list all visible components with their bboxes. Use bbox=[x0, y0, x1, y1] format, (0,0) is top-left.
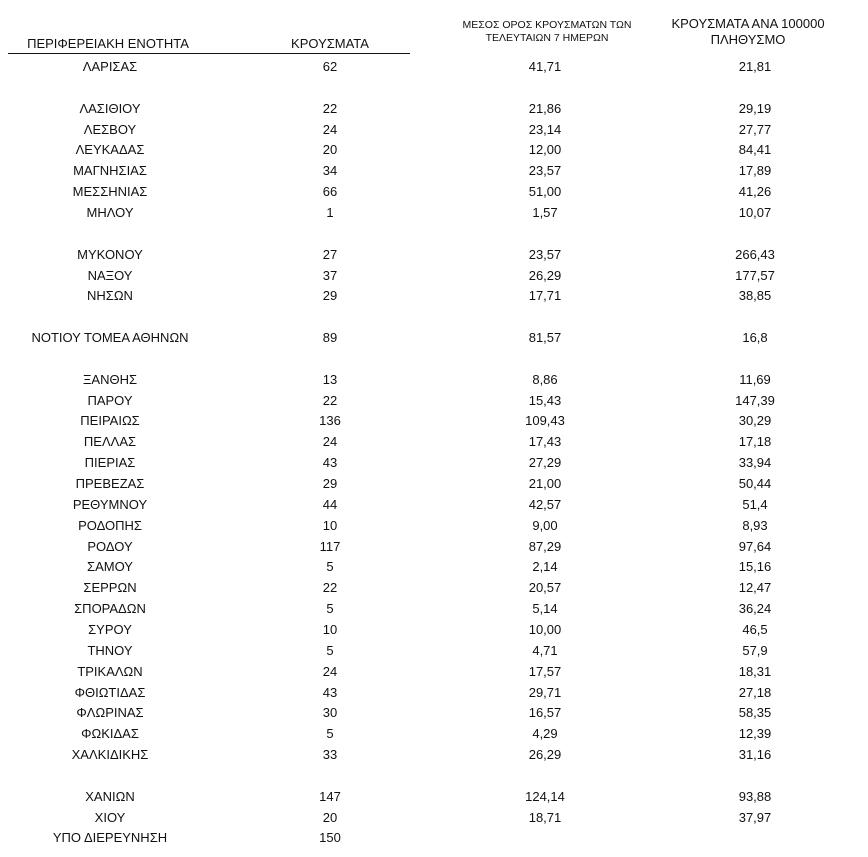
cases-cell: 5 bbox=[326, 726, 334, 742]
table-row bbox=[0, 662, 868, 682]
region-cell: ΝΑΞΟΥ bbox=[87, 267, 133, 283]
table-row bbox=[0, 307, 868, 327]
table-row bbox=[0, 599, 868, 619]
region-cell: ΛΕΣΒΟΥ bbox=[83, 121, 137, 137]
avg-7-days-cell: 29,71 bbox=[528, 684, 562, 700]
region-cell: ΜΕΣΣΗΝΙΑΣ bbox=[72, 184, 148, 200]
per-100k-cell: 8,93 bbox=[742, 517, 768, 533]
region-cell: ΧΑΝΙΩΝ bbox=[85, 788, 135, 804]
cases-cell: 62 bbox=[322, 59, 338, 74]
table-row bbox=[0, 99, 868, 119]
table-row bbox=[0, 411, 868, 431]
cases-cell: 22 bbox=[322, 392, 338, 408]
per-100k-cell: 266,43 bbox=[735, 246, 775, 262]
region-cell: ΡΕΘΥΜΝΟΥ bbox=[72, 496, 148, 512]
per-100k-cell: 27,18 bbox=[738, 684, 772, 700]
region-cell: ΧΑΛΚΙΔΙΚΗΣ bbox=[71, 747, 149, 763]
avg-7-days-cell: 4,71 bbox=[532, 642, 558, 658]
region-cell: ΣΑΜΟΥ bbox=[87, 559, 133, 575]
cases-cell: 20 bbox=[322, 809, 338, 825]
per-100k-cell: 11,69 bbox=[739, 371, 771, 387]
table-row bbox=[0, 745, 868, 765]
table-row bbox=[0, 182, 868, 202]
avg-7-days-cell: 23,57 bbox=[528, 246, 562, 262]
table-row bbox=[0, 224, 868, 244]
avg-7-days-cell: 17,57 bbox=[528, 663, 562, 679]
avg-7-days-cell: 124,14 bbox=[525, 788, 565, 804]
avg-7-days-cell: 41,71 bbox=[528, 59, 562, 74]
per-100k-cell: 12,47 bbox=[738, 580, 772, 596]
per-100k-cell: 147,39 bbox=[735, 392, 775, 408]
cases-cell: 89 bbox=[322, 330, 338, 346]
table-row bbox=[0, 453, 868, 473]
region-cell: ΠΕΛΛΑΣ bbox=[83, 434, 137, 450]
region-cell: ΠΙΕΡΙΑΣ bbox=[84, 455, 136, 471]
per-100k-cell: 16,8 bbox=[742, 330, 768, 346]
avg-7-days-cell: 42,57 bbox=[528, 496, 562, 512]
per-100k-cell: 37,97 bbox=[738, 809, 772, 825]
avg-7-days-cell: 10,00 bbox=[528, 621, 562, 637]
avg-7-days-cell: 26,29 bbox=[528, 267, 562, 283]
avg-7-days-cell: 8,86 bbox=[532, 371, 558, 387]
table-row bbox=[0, 641, 868, 661]
per-100k-cell: 15,16 bbox=[738, 559, 772, 575]
region-cell: ΡΟΔΟΠΗΣ bbox=[78, 517, 142, 533]
avg-7-days-cell: 21,86 bbox=[528, 100, 562, 116]
table-row bbox=[0, 537, 868, 557]
region-cell: ΡΟΔΟΥ bbox=[87, 538, 133, 554]
table-row bbox=[0, 78, 868, 98]
header-avg-7-days: ΜΕΣΟΣ ΟΡΟΣ ΚΡΟΥΣΜΑΤΩΝ ΤΩΝ ΤΕΛΕΥΤΑΙΩΝ 7 ΗΜΕΡΩΝ bbox=[462, 19, 632, 45]
per-100k-cell: 36,24 bbox=[738, 601, 772, 617]
per-100k-cell: 50,44 bbox=[738, 476, 772, 491]
region-cell: ΜΥΚΟΝΟΥ bbox=[77, 246, 143, 262]
table-row bbox=[0, 140, 868, 160]
avg-7-days-cell: 4,29 bbox=[532, 726, 558, 742]
per-100k-cell: 93,88 bbox=[738, 788, 772, 804]
avg-7-days-cell: 51,00 bbox=[528, 184, 562, 200]
cases-cell: 5 bbox=[326, 642, 334, 658]
avg-7-days-cell: 9,00 bbox=[532, 517, 558, 533]
table-row bbox=[0, 57, 868, 77]
region-cell: ΜΗΛΟΥ bbox=[86, 204, 134, 220]
table-row bbox=[0, 286, 868, 306]
cases-cell: 43 bbox=[322, 684, 338, 700]
table-row bbox=[0, 578, 868, 598]
region-cell: ΝΗΣΩΝ bbox=[87, 288, 133, 304]
avg-7-days-cell: 87,29 bbox=[528, 538, 562, 554]
per-100k-cell: 18,31 bbox=[738, 663, 772, 679]
avg-7-days-cell: 2,14 bbox=[532, 559, 558, 575]
table-row bbox=[0, 266, 868, 286]
per-100k-cell: 57,9 bbox=[742, 642, 768, 658]
header-cases-per-100k: ΚΡΟΥΣΜΑΤΑ ΑΝΑ 100000 ΠΛΗΘΥΣΜΟ bbox=[671, 16, 825, 48]
cases-cell: 29 bbox=[322, 288, 338, 304]
cases-cell: 1 bbox=[326, 204, 334, 220]
table-row bbox=[0, 203, 868, 223]
cases-cell: 30 bbox=[322, 705, 338, 721]
region-cell: ΧΙΟΥ bbox=[94, 809, 126, 825]
avg-7-days-cell: 12,00 bbox=[528, 142, 562, 158]
cases-cell: 24 bbox=[322, 434, 338, 450]
cases-cell: 43 bbox=[322, 455, 338, 471]
region-cell: ΛΑΡΙΣΑΣ bbox=[82, 59, 138, 74]
per-100k-cell: 41,26 bbox=[738, 184, 772, 200]
avg-7-days-cell: 109,43 bbox=[525, 413, 565, 429]
table-row bbox=[0, 516, 868, 536]
avg-7-days-cell: 16,57 bbox=[528, 705, 562, 721]
cases-cell: 10 bbox=[322, 621, 338, 637]
avg-7-days-cell: 23,14 bbox=[528, 121, 562, 137]
per-100k-cell: 97,64 bbox=[738, 538, 772, 554]
header-cases: ΚΡΟΥΣΜΑΤΑ bbox=[291, 36, 369, 51]
table-row bbox=[0, 557, 868, 577]
region-cell: ΝΟΤΙΟΥ ΤΟΜΕΑ ΑΘΗΝΩΝ bbox=[31, 330, 189, 346]
cases-cell: 13 bbox=[322, 371, 338, 387]
region-cell: ΥΠΟ ΔΙΕΡΕΥΝΗΣΗ bbox=[52, 830, 168, 846]
per-100k-cell: 46,5 bbox=[742, 621, 768, 637]
per-100k-cell: 30,29 bbox=[738, 413, 772, 429]
table-row bbox=[0, 432, 868, 452]
table-row bbox=[0, 370, 868, 390]
cases-cell: 20 bbox=[322, 142, 338, 158]
table-row bbox=[0, 349, 868, 369]
region-cell: ΞΑΝΘΗΣ bbox=[82, 371, 138, 387]
table-row bbox=[0, 474, 868, 494]
table-row bbox=[0, 495, 868, 515]
region-cell: ΜΑΓΝΗΣΙΑΣ bbox=[73, 163, 147, 179]
avg-7-days-cell: 5,14 bbox=[532, 601, 558, 617]
cases-cell: 150 bbox=[319, 830, 341, 846]
per-100k-cell: 27,77 bbox=[738, 121, 772, 137]
per-100k-cell: 84,41 bbox=[738, 142, 772, 158]
avg-7-days-cell: 15,43 bbox=[528, 392, 562, 408]
table-row bbox=[0, 808, 868, 828]
cases-cell: 5 bbox=[326, 559, 334, 575]
table-row bbox=[0, 328, 868, 348]
region-cell: ΣΥΡΟΥ bbox=[88, 621, 132, 637]
per-100k-cell: 29,19 bbox=[738, 100, 772, 116]
per-100k-cell: 177,57 bbox=[735, 267, 775, 283]
table-row bbox=[0, 683, 868, 703]
per-100k-cell: 58,35 bbox=[738, 705, 772, 721]
per-100k-cell: 12,39 bbox=[738, 726, 772, 742]
avg-7-days-cell: 23,57 bbox=[528, 163, 562, 179]
cases-cell: 5 bbox=[326, 601, 334, 617]
avg-7-days-cell: 17,71 bbox=[528, 288, 562, 304]
per-100k-cell: 10,07 bbox=[738, 204, 772, 220]
per-100k-cell: 31,16 bbox=[738, 747, 772, 763]
per-100k-cell: 17,89 bbox=[738, 163, 772, 179]
cases-cell: 66 bbox=[322, 184, 338, 200]
cases-cell: 24 bbox=[322, 121, 338, 137]
per-100k-cell: 21,81 bbox=[738, 59, 772, 74]
cases-cell: 24 bbox=[322, 663, 338, 679]
cases-cell: 10 bbox=[322, 517, 338, 533]
cases-cell: 34 bbox=[322, 163, 338, 179]
region-cell: ΣΕΡΡΩΝ bbox=[83, 580, 137, 596]
cases-cell: 22 bbox=[322, 580, 338, 596]
table-row bbox=[0, 120, 868, 140]
avg-7-days-cell: 81,57 bbox=[528, 330, 562, 346]
cases-cell: 33 bbox=[322, 747, 338, 763]
cases-cell: 37 bbox=[322, 267, 338, 283]
avg-7-days-cell: 17,43 bbox=[528, 434, 562, 450]
avg-7-days-cell: 27,29 bbox=[528, 455, 562, 471]
per-100k-cell: 33,94 bbox=[738, 455, 772, 471]
table-row bbox=[0, 828, 868, 848]
region-cell: ΦΛΩΡΙΝΑΣ bbox=[76, 705, 144, 721]
avg-7-days-cell: 26,29 bbox=[528, 747, 562, 763]
region-cell: ΦΩΚΙΔΑΣ bbox=[81, 726, 139, 742]
table-row bbox=[0, 703, 868, 723]
cases-cell: 44 bbox=[322, 496, 338, 512]
region-cell: ΛΕΥΚΑΔΑΣ bbox=[75, 142, 145, 158]
table-row bbox=[0, 724, 868, 744]
table-row bbox=[0, 620, 868, 640]
region-cell: ΠΕΙΡΑΙΩΣ bbox=[80, 413, 140, 429]
region-cell: ΛΑΣΙΘΙΟΥ bbox=[79, 100, 141, 116]
region-cell: ΣΠΟΡΑΔΩΝ bbox=[74, 601, 146, 617]
cases-cell: 136 bbox=[319, 413, 341, 429]
per-100k-cell: 51,4 bbox=[742, 496, 768, 512]
avg-7-days-cell: 18,71 bbox=[528, 809, 562, 825]
cases-cell: 147 bbox=[319, 788, 341, 804]
per-100k-cell: 17,18 bbox=[738, 434, 772, 450]
region-cell: ΠΑΡΟΥ bbox=[87, 392, 133, 408]
region-cell: ΤΗΝΟΥ bbox=[87, 642, 133, 658]
cases-cell: 27 bbox=[322, 246, 338, 262]
cases-cell: 29 bbox=[322, 476, 338, 491]
cases-cell: 117 bbox=[319, 538, 341, 554]
table-row bbox=[0, 245, 868, 265]
table-row bbox=[0, 391, 868, 411]
region-cell: ΠΡΕΒΕΖΑΣ bbox=[75, 476, 145, 491]
per-100k-cell: 38,85 bbox=[738, 288, 772, 304]
region-cell: ΦΘΙΩΤΙΔΑΣ bbox=[74, 684, 146, 700]
table-row bbox=[0, 787, 868, 807]
table-row bbox=[0, 161, 868, 181]
region-cell: ΤΡΙΚΑΛΩΝ bbox=[77, 663, 143, 679]
cases-cell: 22 bbox=[322, 100, 338, 116]
avg-7-days-cell: 1,57 bbox=[532, 204, 558, 220]
table-row bbox=[0, 766, 868, 786]
avg-7-days-cell: 20,57 bbox=[528, 580, 562, 596]
header-region: ΠΕΡΙΦΕΡΕΙΑΚΗ ΕΝΟΤΗΤΑ bbox=[27, 36, 189, 51]
avg-7-days-cell: 21,00 bbox=[528, 476, 562, 491]
